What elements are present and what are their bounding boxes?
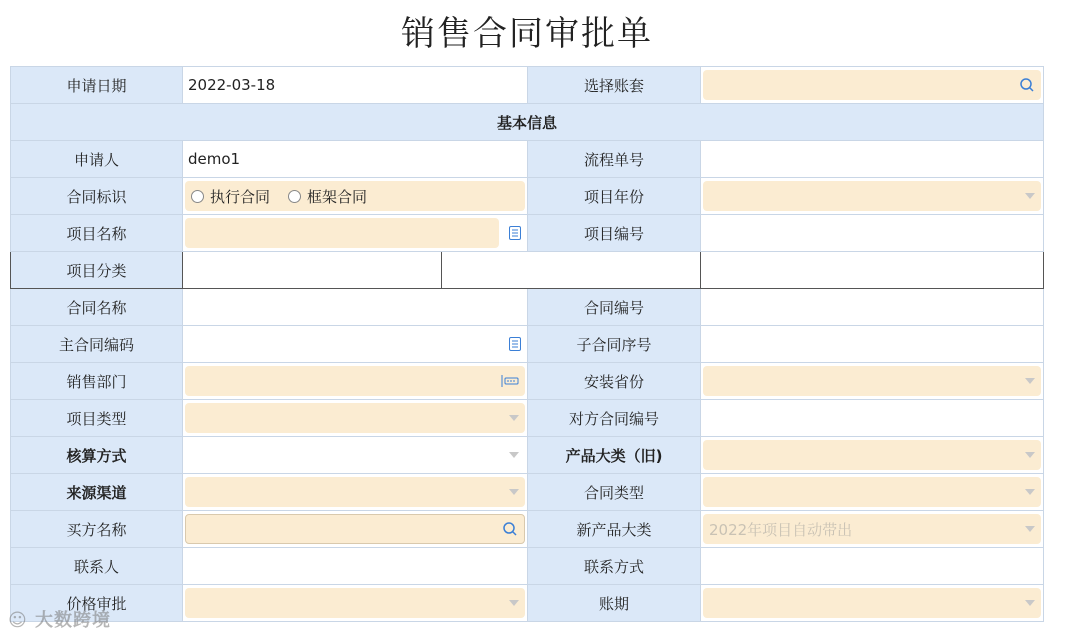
label-contact: 联系人: [11, 548, 183, 585]
product-category-old-select[interactable]: [703, 440, 1041, 470]
project-category-field-3[interactable]: [701, 252, 1044, 289]
label-install-province: 安装省份: [528, 363, 701, 400]
caret-down-icon: [1025, 452, 1035, 458]
radio-execute-label: 执行合同: [210, 187, 271, 206]
applicant-value[interactable]: demo1: [188, 150, 241, 168]
payment-term-select[interactable]: [703, 588, 1041, 618]
org-picker-icon[interactable]: [501, 374, 519, 388]
caret-down-icon: [1025, 378, 1035, 384]
counterparty-code-field[interactable]: [701, 400, 1044, 437]
label-new-product-category: 新产品大类: [528, 511, 701, 548]
label-main-contract-code: 主合同编码: [11, 326, 183, 363]
new-product-category-placeholder: 2022年项目自动带出: [709, 520, 853, 539]
watermark-logo-icon: ☺: [8, 610, 36, 631]
watermark-text: 大数跨境: [35, 610, 112, 631]
label-price-approval: 价格审批: [11, 585, 183, 622]
page-title: 销售合同审批单: [401, 14, 653, 54]
label-applicant: 申请人: [11, 141, 183, 178]
label-contract-code: 合同编号: [528, 289, 701, 326]
caret-down-icon: [1025, 600, 1035, 606]
label-project-type: 项目类型: [11, 400, 183, 437]
install-province-select[interactable]: [703, 366, 1041, 396]
caret-down-icon: [509, 452, 519, 458]
buyer-name-field[interactable]: [185, 514, 525, 544]
label-account-set: 选择账套: [528, 67, 701, 104]
label-sub-contract-seq: 子合同序号: [528, 326, 701, 363]
project-category-field-1[interactable]: [183, 252, 442, 289]
label-product-category-old: 产品大类（旧): [528, 437, 701, 474]
radio-circle-icon: [191, 190, 204, 203]
caret-down-icon: [509, 415, 519, 421]
label-contract-flag: 合同标识: [11, 178, 183, 215]
contact-info-field[interactable]: [701, 548, 1044, 585]
project-code-field[interactable]: [701, 215, 1044, 252]
sub-contract-seq-field[interactable]: [701, 326, 1044, 363]
accounting-method-select[interactable]: [185, 440, 525, 470]
label-project-year: 项目年份: [528, 178, 701, 215]
label-project-name: 项目名称: [11, 215, 183, 252]
project-type-select[interactable]: [185, 403, 525, 433]
section-basic-info: 基本信息: [11, 104, 1044, 141]
project-category-field-2[interactable]: [442, 252, 701, 289]
label-accounting-method: 核算方式: [11, 437, 183, 474]
radio-frame-contract[interactable]: [288, 186, 367, 207]
caret-down-icon: [1025, 526, 1035, 532]
watermark: [8, 606, 111, 632]
search-icon[interactable]: [502, 521, 518, 537]
label-contract-name: 合同名称: [11, 289, 183, 326]
source-channel-select[interactable]: [185, 477, 525, 507]
contract-type-select[interactable]: [703, 477, 1041, 507]
label-contact-info: 联系方式: [528, 548, 701, 585]
label-source-channel: 来源渠道: [11, 474, 183, 511]
radio-circle-icon: [288, 190, 301, 203]
label-buyer-name: 买方名称: [11, 511, 183, 548]
radio-execute-contract[interactable]: [191, 186, 270, 207]
label-payment-term: 账期: [528, 585, 701, 622]
project-name-field[interactable]: [185, 218, 499, 248]
account-set-field[interactable]: [703, 70, 1041, 100]
caret-down-icon: [1025, 489, 1035, 495]
new-product-category-select[interactable]: [703, 514, 1041, 544]
main-contract-code-field[interactable]: [183, 326, 528, 363]
label-counterparty-code: 对方合同编号: [528, 400, 701, 437]
flow-no-field[interactable]: [701, 141, 1044, 178]
list-picker-icon[interactable]: [509, 226, 521, 240]
caret-down-icon: [509, 489, 519, 495]
radio-frame-label: 框架合同: [307, 187, 368, 206]
sales-dept-field[interactable]: [185, 366, 525, 396]
label-project-code: 项目编号: [528, 215, 701, 252]
label-contract-type: 合同类型: [528, 474, 701, 511]
caret-down-icon: [1025, 193, 1035, 199]
contract-flag-field: [185, 181, 525, 211]
search-icon[interactable]: [1019, 77, 1035, 93]
project-year-select[interactable]: [703, 181, 1041, 211]
label-sales-dept: 销售部门: [11, 363, 183, 400]
label-apply-date: 申请日期: [11, 67, 183, 104]
price-approval-select[interactable]: [185, 588, 525, 618]
label-flow-no: 流程单号: [528, 141, 701, 178]
caret-down-icon: [509, 600, 519, 606]
label-project-category: 项目分类: [11, 252, 183, 289]
approval-form: [10, 66, 1044, 622]
contact-field[interactable]: [183, 548, 528, 585]
contract-code-field[interactable]: [701, 289, 1044, 326]
apply-date-value[interactable]: 2022-03-18: [188, 76, 276, 94]
list-picker-icon[interactable]: [509, 337, 521, 351]
contract-name-field[interactable]: [183, 289, 528, 326]
